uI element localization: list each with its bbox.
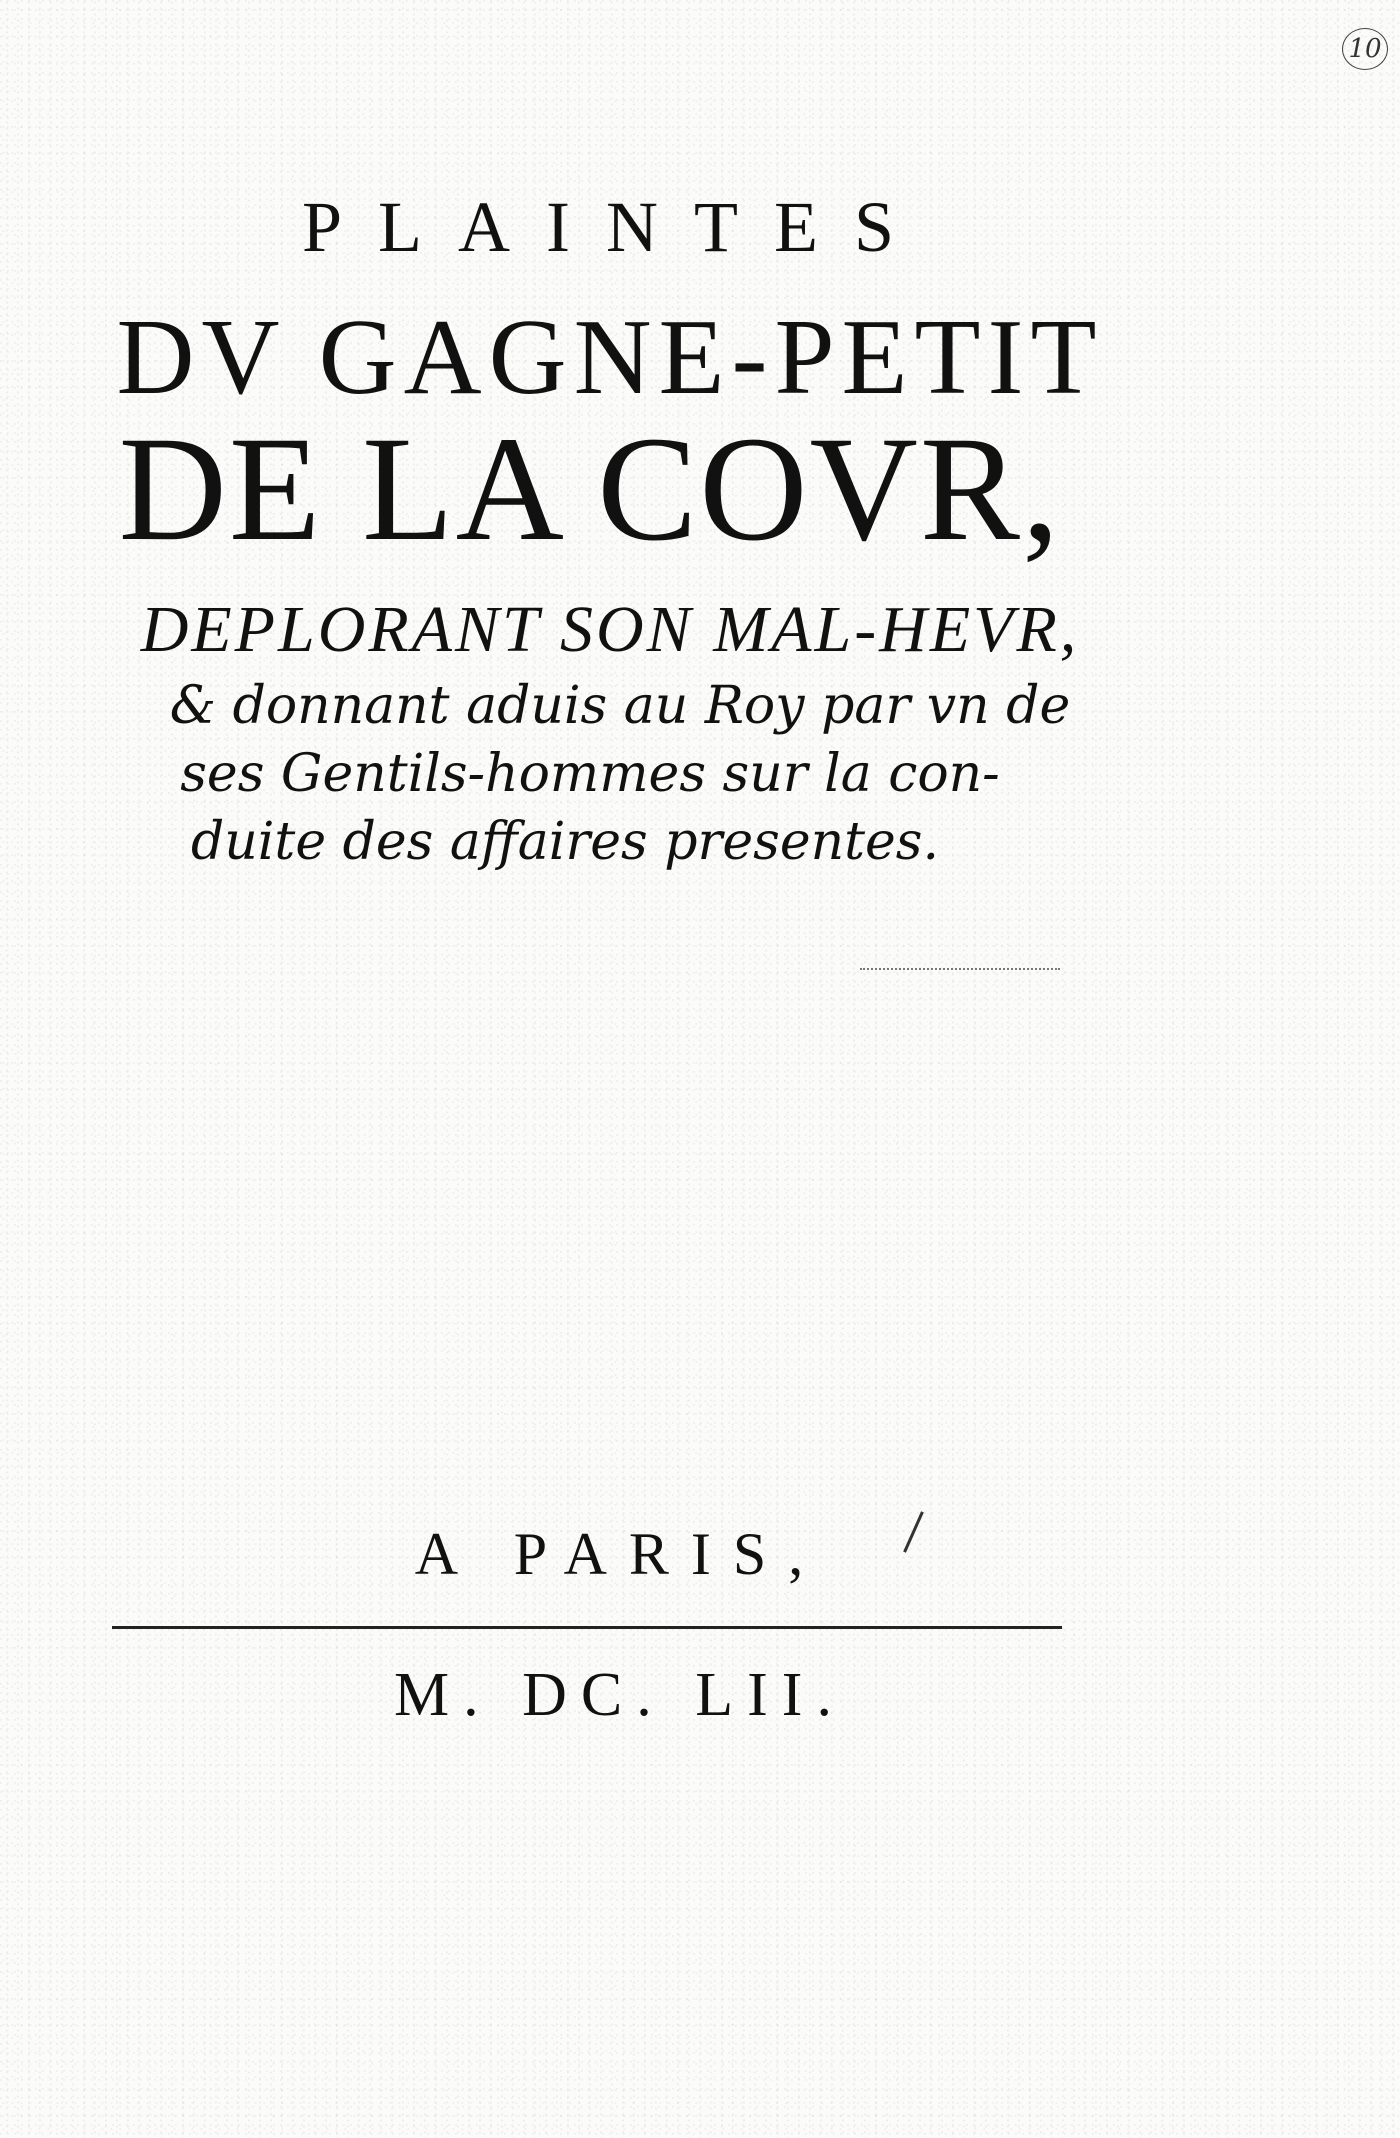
- title-line-gagne-petit: DV GAGNE-PETIT: [116, 298, 1104, 417]
- subtitle-line-donnant: & donnant aduis au Roy par vn de: [169, 676, 1071, 736]
- title-line-de-la-covr: DE LA COVR,: [118, 406, 1062, 572]
- folio-number: 10: [1342, 28, 1388, 70]
- title-line-plaintes: PLAINTES: [302, 187, 930, 267]
- imprint-place: A PARIS,: [414, 1521, 826, 1587]
- subtitle-line-gentils-hommes: ses Gentils-hommes sur la con-: [180, 744, 1000, 804]
- dotted-rule: [860, 968, 1060, 970]
- subtitle-line-affaires: duite des affaires presentes.: [191, 812, 939, 872]
- subtitle-line-deplorant: DEPLORANT SON MAL-HEVR,: [140, 593, 1080, 666]
- imprint-divider: [112, 1626, 1062, 1629]
- imprint-date: M. DC. LII.: [394, 1661, 846, 1729]
